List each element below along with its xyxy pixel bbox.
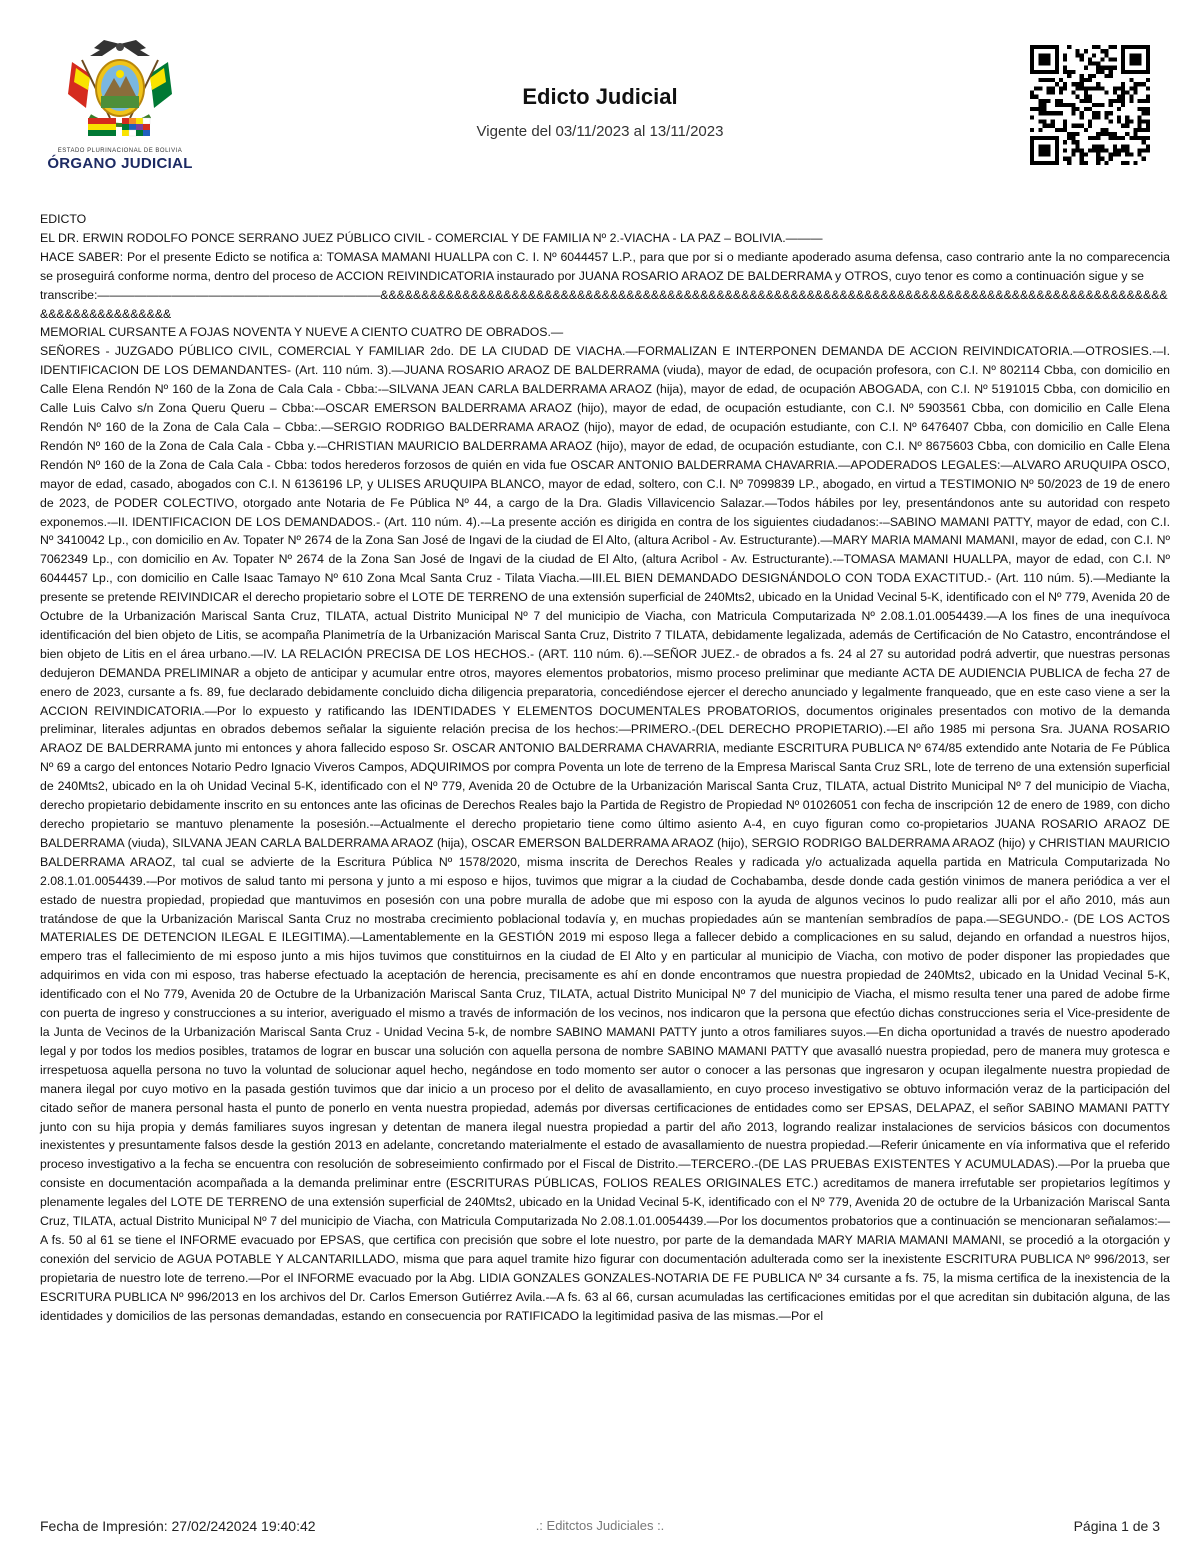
judge-line: EL DR. ERWIN RODOLFO PONCE SERRANO JUEZ PÚBLICO CIVIL - COMERCIAL Y DE FAMILIA Nº 2.-VIACHA - LA PAZ – BOLIVIA.——— [40,230,823,245]
page-footer [40,1518,1160,1538]
page-number: Página 1 de 3 [1073,1518,1160,1534]
site-name: .: Editctos Judiciales :. [535,1518,665,1533]
edict-body [40,210,1170,1325]
validity-period: Vigente del 03/11/2023 al 13/11/2023 [476,123,724,140]
edict-heading: EDICTO [40,212,87,226]
notification-paragraph: HACE SABER: Por el presente Edicto se notifica a: TOMASA MAMANI HUALLPA con C. I. Nº 6044457 L.P., para que por si o mediante apoderado asuma defensa, caso contrario ante la no comparecencia se proseguirá conforme norma, dentro del proceso de ACCION REIVINDICATORIA instaurado por JUANA ROSARIO ARAOZ DE BALDERRAMA y OTROS, cuyo tenor es como a continuación sigue y se [40,249,1170,283]
coat-of-arms-logo [60,38,180,148]
memorial-text: SEÑORES - JUZGADO PÚBLICO CIVIL, COMERCIAL Y FAMILIAR 2do. DE LA CIUDAD DE VIACHA.—FORMALIZAN E INTERPONEN DEMANDA DE ACCION REIVINDICATORIA.—OTROSIES.-–I. IDENTIFICACION DE LOS DEMANDANTES- (Art. 110 núm. 3).—JUANA ROSARIO ARAOZ DE BALDERRAMA (viuda), mayor de edad, de ocupación profesora, con C.I. Nº 802114 Cbba, con domicilio en Calle Elena Rendón Nº 160 de la Zona de Cala Cala - Cbba:-–SILVANA JEAN CARLA BALDERRAMA ARAOZ (hija), mayor de edad, de ocupación ABOGADA, con C.I. Nº 5191015 Cbba, con domicilio en Calle Luis Calvo s/n Zona Queru Queru – Cbba:-–OSCAR EMERSON BALDERRAMA ARAOZ (hijo), mayor de edad, de ocupación estudiante, con C.I. Nº 5903561 Cbba, con domicilio en Calle Elena Rendón Nº 160 de la Zona de Cala Cala – Cbba:.—SERGIO RODRIGO BALDERRAMA ARAOZ (hijo), mayor de edad, de ocupación estudiante, con C.I. Nº 6476407 Cbba, con domicilio en Calle Elena Rendón Nº 160 de la Zona de Cala Cala - Cbba y.-–CHRISTIAN MAURICIO BALDERRAMA ARAOZ (hijo), mayor de edad, de ocupación estudiante, con C.I. Nº 8675603 Cbba, con domicilio en Calle Elena Rendón Nº 160 de la Zona de Cala Cala - Cbba: todos herederos forzosos de quién en vida fue OSCAR ANTONIO BALDERRAMA CHAVARRIA.—APODERADOS LEGALES:—ALVARO ARUQUIPA OSCO, mayor de edad, casado, abogados con C.I. N 6136196 LP, y ULISES ARUQUIPA BLANCO, mayor de edad, soltero, con C.I. Nº 7099839 LP., abogado, en virtud a TESTIMONIO Nº 50/2023 de 19 de enero de 2023, de PODER COLECTIVO, otorgado ante Notaria de Fe Pública Nº 44, a cargo de la Dra. Gladis Villavicencio Salazar.—Todos hábiles por ley, presentándonos ante su autoridad con respeto exponemos.-–II. IDENTIFICACION DE LOS DEMANDADOS.- (Art. 110 núm. 4).-–La presente acción es dirigida en contra de los siguientes ciudadanos:-–SABINO MAMANI PATTY, mayor de edad, con C.I. Nº 3410042 Lp., con domicilio en Av. Topater Nº 2674 de la Zona San José de Ingavi de la ciudad de El Alto, (altura Acribol - Av. Estructurante).—MARY MARIA MAMANI MAMANI, mayor de edad, con C.I. Nº 7062349 Lp., con domicilio en Av. Topater Nº 2674 de la Zona San José de Ingavi de la ciudad de El Alto, (altura Acribol - Av. Estructurante).-–TOMASA MAMANI HUALLPA, mayor de edad, con C.I. Nº 6044457 Lp., con domicilio en Calle Isaac Tamayo Nº 610 Zona Mcal Santa Cruz - Tilata Viacha.—III.EL BIEN DEMANDADO DESIGNÁNDOLO CON TODA EXACTITUD.- (Art. 110 núm. 5).—Mediante la presente se pretende REIVINDICAR el derecho propietario sobre el LOTE DE TERRENO de una extensión superficial de 240Mts2, ubicado en la Unidad Vecinal 5-K, identificado con el Nº 779, Avenida 20 de Octubre de la Urbanización Mariscal Santa Cruz, TILATA, actual Distrito Municipal Nº 7 del municipio de Viacha, con Matricula Computarizada Nº 2.08.1.01.0054439.—A los fines de una inequívoca identificación del bien objeto de Litis, se acompaña Planimetría de la Urbanización Mariscal Santa Cruz, Distrito 7 TILATA, debidamente legalizada, además de Certificación de No Catastro, encontrándose el bien objeto de Litis en el área urbano.—IV. LA RELACIÓN PRECISA DE LOS HECHOS.- (ART. 110 núm. 6).-–SEÑOR JUEZ.- de obrados a fs. 24 al 27 su autoridad podrá advertir, que nuestras personas dedujeron DEMANDA PRELIMINAR a objeto de anticipar y acumular entre otros, mayores elementos probatorios, mismo proceso preliminar que mediante ACTA DE AUDIENCIA PUBLICA de fecha 27 de enero de 2023, cursante a fs. 89, fue declarado debidamente concluido dicha diligencia preparatoria, concediéndose ejercer el derecho anunciado y legalmente franqueado, que en este caso viene a ser la ACCION REIVINDICATORIA.—Por lo expuesto y ratificando las IDENTIDADES Y ELEMENTOS DOCUMENTALES PROBATORIOS, documentos originales presentados con motivo de la demanda preliminar, literales adjuntas en obrados debemos señalar la siguiente relación precisa de los hechos:—PRIMERO.-(DEL DERECHO PROPIETARIO).-–El año 1985 mi persona Sra. JUANA ROSARIO ARAOZ DE BALDERRAMA junto mi entonces y ahora fallecido esposo Sr. OSCAR ANTONIO BALDERRAMA CHAVARRIA, mediante ESCRITURA PUBLICA Nº 674/85 extendido ante Notaria de Fe Pública Nº 69 a cargo del entonces Notario Pedro Ignacio Viveros Campos, ADQUIRIMOS por compra Poventa un lote de terreno de la Empresa Mariscal Santa Cruz SRL, lote de terreno de una extensión superficial de 240Mts2, ubicado en la oh Unidad Vecinal 5-K, identificado con el Nº 779, Avenida 20 de Octubre de la Urbanización Mariscal Santa Cruz, TILATA, actual Distrito Municipal Nº 7 del municipio de Viacha, derecho propietario debidamente inscrito en su entonces ante las oficinas de Derechos Reales bajo la Partida de Registro de Propiedad Nº 01026051 con fecha de inscripción 12 de enero de 1989, con dicho derecho propietario se mantuvo plenamente la posesión.-–Actualmente el derecho propietario tiene como último asiento A-4, en cuyo figuran como co-propietarios JUANA ROSARIO ARAOZ DE BALDERRAMA (viuda), SILVANA JEAN CARLA BALDERRAMA ARAOZ (hija), OSCAR EMERSON BALDERRAMA ARAOZ (hijo), SERGIO RODRIGO BALDERRAMA ARAOZ (hijo) y CHRISTIAN MAURICIO BALDERRAMA ARAOZ, tal cual se advierte de la Escritura Pública Nº 1578/2020, misma inscrita de Derechos Reales y radicada y/o actualizada aquella partida en Matricula Computarizada No 2.08.1.01.0054439.-–Por motivos de salud tanto mi persona y junto a mi esposo e hijos, tuvimos que migrar a la ciudad de Cochabamba, desde donde cada gestión vinimos de manera periódica a ver el estado de nuestra propiedad, propiedad que mantuvimos en posesión con una pobre muralla de adobe que mi esposo con la ayuda de algunos vecinos lo pudo realizar alli por el año 2010, más aun tratándose de que la Urbanización Mariscal Santa Cruz no mostraba crecimiento poblacional todavía y, en muchas propiedades aún se mantenían sembradíos de papa.—SEGUNDO.- (DE LOS ACTOS MATERIALES DE DETENCION ILEGAL E ILEGITIMA).—Lamentablemente en la GESTIÓN 2019 mi esposo llega a fallecer debido a complicaciones en su salud, dejando en orfandad a nuestros hijos, empero tras el fallecimiento de mi esposo junto a mis hijos tuvimos que constituirnos en la ciudad de El Alto y en particular al municipio de Viacha, con motivo de poder disponer las propiedades que adquirimos en vida con mi esposo, tras haberse efectuado la aceptación de herencia, precisamente es ahí en donde encontramos que nuestra propiedad de 240Mts2, ubicado en la Unidad Vecinal 5-K, identificado con el No 779, Avenida 20 de Octubre de la Urbanización Mariscal Santa Cruz, TILATA, actual Distrito Municipal Nº 7 del municipio de Viacha, el mismo resulta tener una pared de adobe firme con puerta de ingreso y construcciones a su interior, averiguado el mismo a través de información de los vecinos, nos indicaron que la persona que efectúo dichas construcciones seria el Vice-presidente de la Junta de Vecinos de la Urbanización Mariscal Santa Cruz - Unidad Vecina 5-k, de nombre SABINO MAMANI PATTY junto a otros familiares suyos.—En dicha oportunidad a través de nuestro apoderado legal y por todos los medios posibles, tratamos de lograr en buscar una solución con aquella persona de nombre SABINO MAMANI PATTY que avasalló nuestra propiedad, pero de manera muy grotesca e irrespetuosa aquella persona no tuvo la voluntad de solucionar aquel hecho, negándose en todo momento ser autor o conocer a las personas que ingresaron y ocupan ilegalmente nuestra propiedad de manera ilegal por cuyo motivo en la pasada gestión tuvimos que dar inicio a un proceso por el delito de avasallamiento, en cuyo proceso investigativo se obtuvo información veraz de la participación del citado señor de manera personal hasta el punto de ponerlo en venta nuestra propiedad, además por diversas certificaciones de entidades como ser EPSAS, DELAPAZ, el señor SABINO MAMANI PATTY junto con su hija propia y demás familiares suyos ingresan y detentan de manera ilegal nuestra propiedad a partir del año 2013, logrando realizar instalaciones de servicios básicos con documentos inexistentes y presuntamente falsos desde la gestión 2013 en adelante, concretando materialmente el estado de avasallamiento de nuestra propiedad.—Referir únicamente en vía informativa que el referido proceso investigativo a la fecha se encuentra con resolución de sobreseimiento confirmado por el Fiscal de Distrito.—TERCERO.-(DE LAS PRUEBAS EXISTENTES Y ACUMULADAS).—Por la prueba que consiste en documentación acompañada a la demanda preliminar entre (ESCRITURAS PÚBLICAS, FOLIOS REALES ORIGINALES ETC.) acreditamos de manera irrefutable ser propietarios legítimos y plenamente legales del LOTE DE TERRENO de una extensión superficial de 240Mts2, ubicado en la Unidad Vecinal 5-K, identificado con el Nº 779, Avenida 20 de octubre de la Urbanización Mariscal Santa Cruz, TILATA, actual Distrito Municipal Nº 7 del municipio de Viacha, con Matricula Computarizada No 2.08.1.01.0054439.—Por los documentos probatorios que a continuación se mencionaran señalamos:—A fs. 50 al 61 se tiene el INFORME evacuado por EPSAS, que certifica con precisión que sobre el lote nuestro, por parte de la demandada MARY MARIA MAMANI MAMANI, se procedió a la otorgación y conexión del servicio de AGUA POTABLE Y ALCANTARILLADO, misma que para aquel tramite hizo figurar con documentación adulterada como ser la inexistente ESCRITURA PUBLICA Nº 996/2013, ser propietaria de nuestro lote de terreno.—Por el INFORME evacuado por la Abg. LIDIA GONZALES GONZALES-NOTARIA DE FE PUBLICA Nº 34 cursante a fs. 75, la misma certifica de la inexistencia de la ESCRITURA PUBLICA Nº 996/2013 en los archivos del Dr. Carlos Emerson Gutiérrez Avila.-–A fs. 63 al 66, cursan acumuladas las certificaciones emitidas por el que acreditan sin dubitación alguna, de las identidades y domicilios de las personas demandadas, estando en consecuencia por RATIFICADO la legitimidad pasiva de las mismas.—Por el [40,344,1170,1323]
qr-code [1030,45,1150,165]
page-title: Edicto Judicial [522,84,678,109]
print-date: Fecha de Impresión: 27/02/242024 19:40:42 [40,1518,316,1534]
transcribe-line: transcribe:———————————————————————&&&&&&&&&&&&&&&&&&&&&&&&&&&&&&&&&&&&&&&&&&&&&&&&&&&&&&&&&&&&&&&&&&&&&&&&&&&&&&&&&&&&&&&&&&&&&&&&&&&&&&&&&&&&&&&& [40,287,1168,321]
organo-judicial-wordmark [36,148,204,172]
memorial-line: MEMORIAL CURSANTE A FOJAS NOVENTA Y NUEVE A CIENTO CUATRO DE OBRADOS.— [40,325,564,340]
logo-title: ÓRGANO JUDICIAL [47,155,193,172]
document-header [0,0,1200,200]
logo-subtitle: ESTADO PLURINACIONAL DE BOLIVIA [57,148,183,154]
